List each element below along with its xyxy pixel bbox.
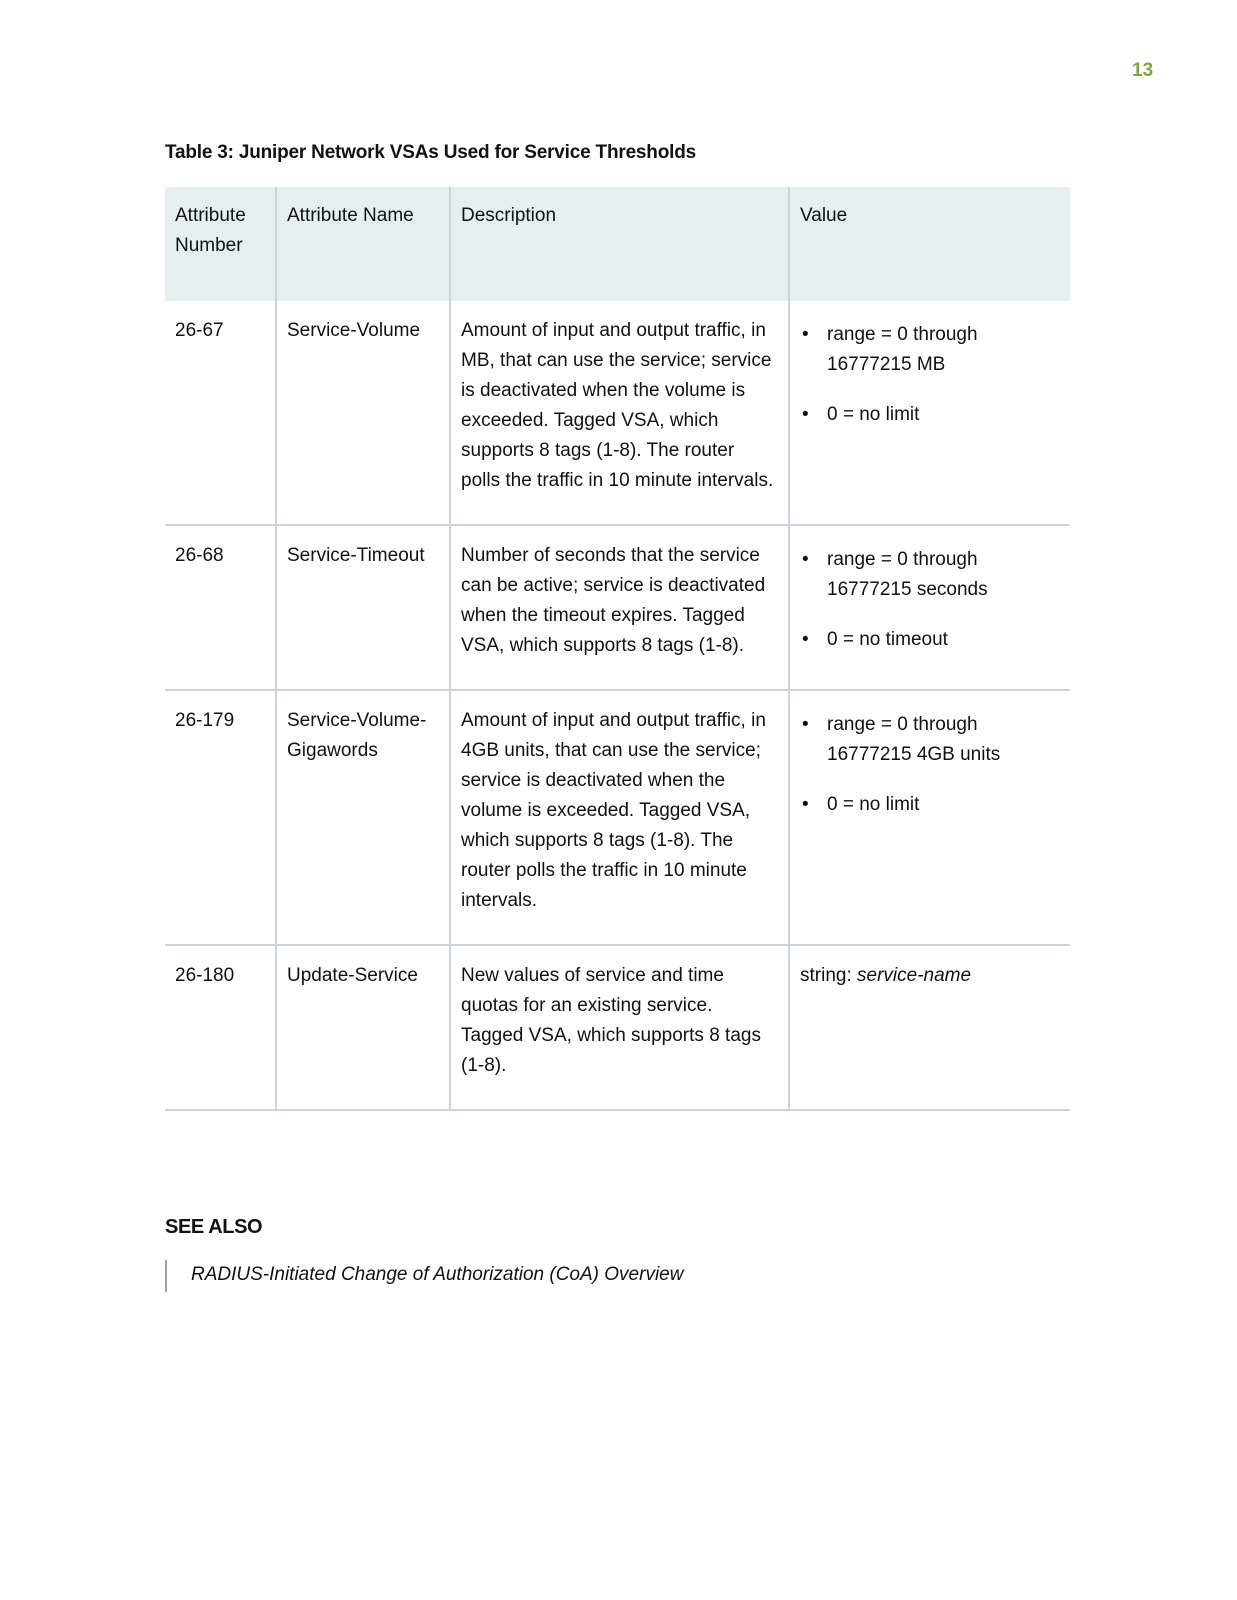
attribute-name-cell: Service-Volume (276, 301, 450, 525)
table-header-row (165, 187, 1070, 301)
page-number: 13 (1132, 60, 1154, 81)
value-list (800, 545, 1060, 655)
value-term: service-name (857, 965, 972, 986)
value-cell (789, 525, 1070, 690)
table-row (165, 525, 1070, 690)
value-text: range = 0 through 16777215 4GB units (827, 714, 1001, 765)
header-attribute-name: Attribute Name (276, 187, 450, 301)
attribute-name-cell: Update-Service (276, 945, 450, 1110)
description-cell: Amount of input and output traffic, in 4GB units, that can use the service; service is deactivated when the volume is exceeded. Tagged VSA, which supports 8 tags (1-8). The router polls the traffic in 10 minute intervals. (450, 690, 789, 945)
value-list-item (800, 625, 1060, 655)
value-text: 0 = no limit (827, 794, 920, 815)
value-list-item (800, 710, 1060, 770)
description-cell: Amount of input and output traffic, in MB, that can use the service; service is deactivated when the volume is exceeded. Tagged VSA, which supports 8 tags (1-8). The router polls the traffic in 10 minute intervals. (450, 301, 789, 525)
see-also-link[interactable]: RADIUS-Initiated Change of Authorization (CoA) Overview (165, 1260, 683, 1292)
attribute-number-cell: 26-180 (175, 965, 235, 986)
value-list (800, 710, 1060, 820)
bullet-icon: • (802, 404, 809, 425)
attribute-number-cell: 26-67 (175, 320, 224, 341)
value-text: 0 = no timeout (827, 629, 948, 650)
bullet-icon: • (802, 549, 809, 570)
value-text: range = 0 through 16777215 MB (827, 324, 978, 375)
table-row (165, 301, 1070, 525)
value-text: range = 0 through 16777215 seconds (827, 549, 988, 600)
see-also-heading: SEE ALSO (165, 1216, 263, 1238)
table-row (165, 690, 1070, 945)
vsa-table (165, 187, 1070, 1111)
value-list (800, 320, 1060, 430)
table-caption: Table 3: Juniper Network VSAs Used for Service Thresholds (165, 142, 696, 163)
attribute-number-cell: 26-68 (175, 545, 224, 566)
table-row (165, 945, 1070, 1110)
value-cell (789, 690, 1070, 945)
header-attribute-number: Attribute Number (175, 205, 246, 256)
bullet-icon: • (802, 794, 809, 815)
value-prefix: string: (800, 965, 858, 986)
value-cell (789, 301, 1070, 525)
value-cell (789, 945, 1070, 1110)
bullet-icon: • (802, 714, 809, 735)
bullet-icon: • (802, 629, 809, 650)
value-list-item (800, 545, 1060, 605)
header-description: Description (450, 187, 789, 301)
description-cell: New values of service and time quotas for an existing service. Tagged VSA, which supports 8 tags (1-8). (450, 945, 789, 1110)
value-list-item (800, 790, 1060, 820)
value-text: 0 = no limit (827, 404, 920, 425)
header-value: Value (789, 187, 1070, 301)
value-list-item (800, 400, 1060, 430)
value-list-item (800, 320, 1060, 380)
bullet-icon: • (802, 324, 809, 345)
attribute-name-cell: Service-Volume-Gigawords (276, 690, 450, 945)
attribute-number-cell: 26-179 (175, 710, 235, 731)
description-cell: Number of seconds that the service can be active; service is deactivated when the timeout expires. Tagged VSA, which supports 8 tags (1-8). (450, 525, 789, 690)
attribute-name-cell: Service-Timeout (276, 525, 450, 690)
